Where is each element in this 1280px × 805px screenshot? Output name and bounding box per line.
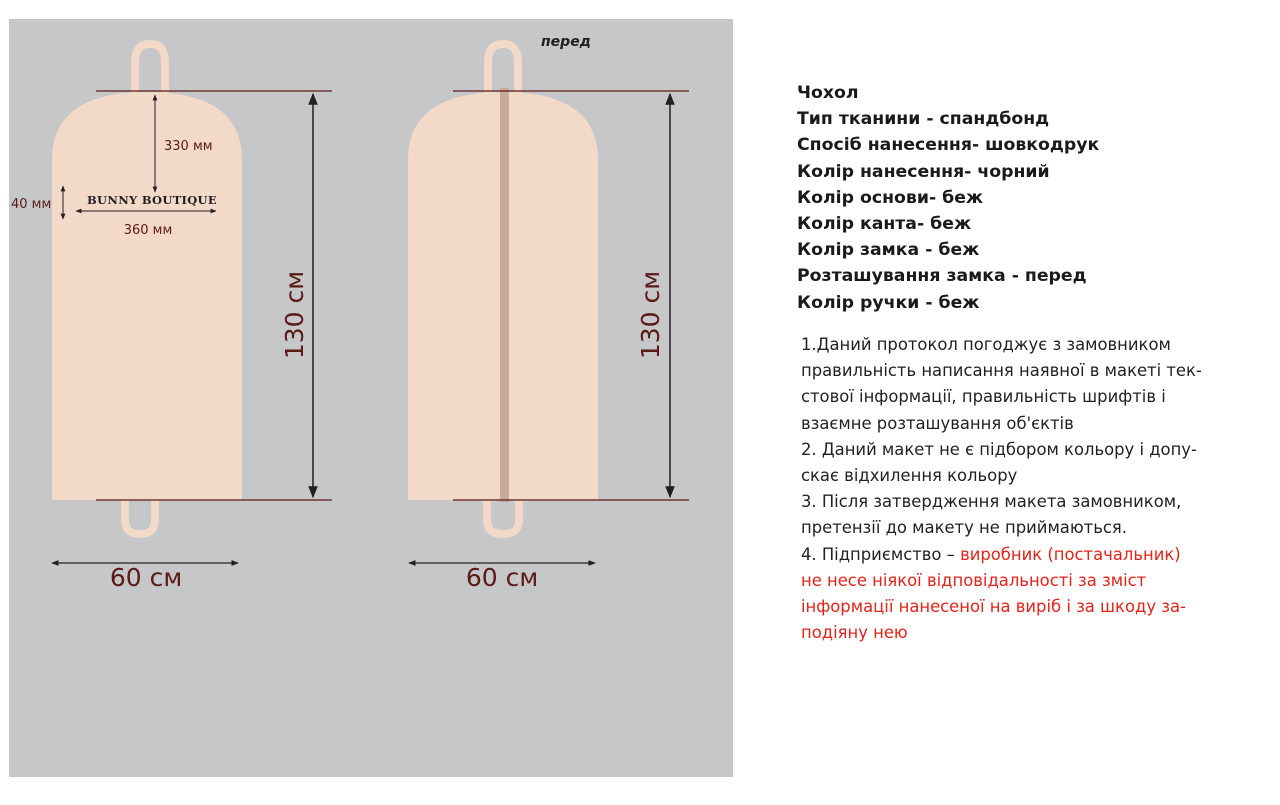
spec-title: Чохол xyxy=(797,83,859,103)
back-height-label: 130 см xyxy=(280,270,309,360)
spec-list xyxy=(797,80,1267,316)
front-height-label: 130 см xyxy=(636,270,665,360)
note-line: 3. Після затвердження макета замовником, xyxy=(801,492,1182,512)
back-bottom-handle xyxy=(125,500,155,534)
spec-base-color: Колір основи- беж xyxy=(797,187,984,208)
note-red-line: інформації нанесеної на виріб і за шкоду за- xyxy=(801,597,1186,617)
approval-notes xyxy=(801,332,1231,646)
note-line: взаємне розташування об'єктів xyxy=(801,413,1074,433)
print-brand-text: BUNNY BOUTIQUE xyxy=(87,193,217,207)
front-bottom-handle xyxy=(487,500,519,534)
back-cover-body xyxy=(52,92,242,500)
note-line: 1.Даний протокол погоджує з замовником xyxy=(801,335,1171,354)
note-line: скає відхилення кольору xyxy=(801,466,1018,486)
front-view-title: перед xyxy=(541,34,591,50)
back-top-handle xyxy=(135,44,165,92)
note-line: претензії до макету не приймаються. xyxy=(801,518,1127,538)
spec-zipper-color: Колір замка - беж xyxy=(797,240,980,261)
print-width-label: 360 мм xyxy=(123,223,173,238)
spec-edging-color: Колір канта- беж xyxy=(797,214,972,235)
spec-zipper-position: Розташування замка - перед xyxy=(797,266,1087,287)
front-view xyxy=(408,34,689,592)
spec-print-color: Колір нанесення- чорний xyxy=(797,161,1050,182)
note-line-4 xyxy=(801,542,1231,568)
note-4-prefix: 4. Підприємство – xyxy=(801,544,961,564)
front-zipper xyxy=(500,88,509,502)
spec-handle-color: Колір ручки - беж xyxy=(797,292,980,313)
note-red-line: подіяну нею xyxy=(801,623,908,643)
front-top-handle xyxy=(488,44,518,92)
print-height-label: 40 мм xyxy=(11,197,52,212)
note-red-line: не несе ніякої відповідальності за зміст xyxy=(801,570,1147,590)
note-4-red-start: виробник (постачальник) xyxy=(960,544,1181,564)
back-width-label: 60 см xyxy=(109,563,183,592)
back-view xyxy=(11,44,332,592)
note-line: правильність написання наявної в макеті тек- xyxy=(801,361,1202,381)
note-line: стової інформації, правильність шрифтів і xyxy=(801,387,1166,407)
spec-print-method: Спосіб нанесення- шовкодрук xyxy=(797,135,1100,156)
front-width-label: 60 см xyxy=(465,563,539,592)
note-line: 2. Даний макет не є підбором кольору і допу- xyxy=(801,439,1197,459)
spec-fabric-type: Тип тканини - спандбонд xyxy=(797,109,1050,130)
print-offset-label: 330 мм xyxy=(164,139,213,154)
